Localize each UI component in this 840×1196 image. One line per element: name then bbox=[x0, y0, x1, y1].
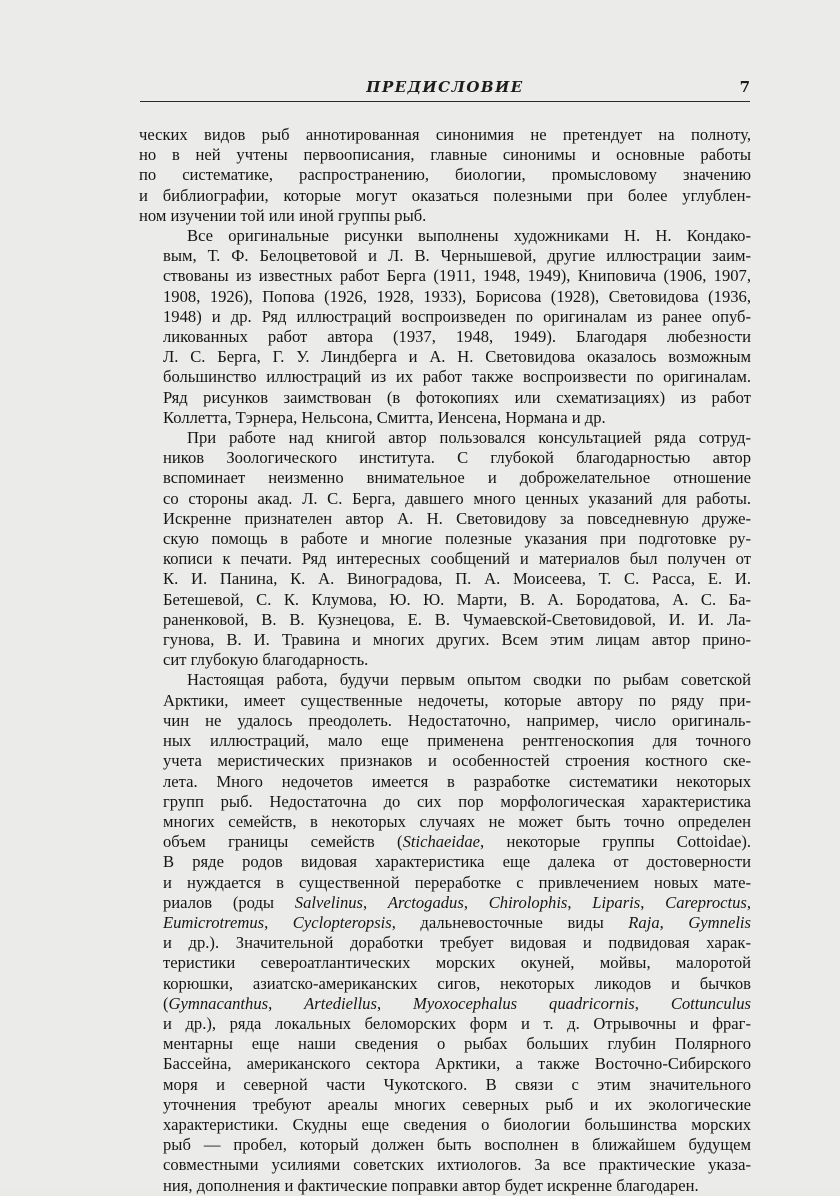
text-line: моря и северной части Чукотского. В связи с этим значительного bbox=[163, 1074, 751, 1094]
text-line: ников Зоологического института. С глубокой благодарностью автор bbox=[163, 448, 751, 468]
text-line: по систематике, распространению, биологии, промысловому значению bbox=[139, 165, 751, 185]
page-header bbox=[140, 72, 750, 98]
text-line: и др.), ряда локальных беломорских форм и т. д. Отрывочны и фраг- bbox=[163, 1013, 751, 1033]
text-line: и библиографии, которые могут оказаться полезными при более углублен- bbox=[139, 185, 751, 205]
text-line: совместными усилиями советских ихтиологов. За все практические указа- bbox=[163, 1155, 751, 1175]
text-line: сит глубокую благодарность. bbox=[163, 650, 369, 670]
text-line: и нуждается в существенной переработке с привлечением новых мате- bbox=[163, 872, 751, 892]
paragraph bbox=[139, 670, 751, 1195]
text-line: риалов (роды Salvelinus, Arctogadus, Chirolophis, Liparis, Careproctus, bbox=[163, 892, 751, 912]
text-line: Настоящая работа, будучи первым опытом сводки по рыбам советской bbox=[187, 670, 751, 690]
text-line: кописи к печати. Ряд интересных сообщений и материалов был получен от bbox=[163, 549, 751, 569]
text-line: Арктики, имеет существенные недочеты, которые автору по ряду при- bbox=[163, 690, 751, 710]
text-line: В ряде родов видовая характеристика еще далека от достоверности bbox=[163, 852, 751, 872]
running-title: ПРЕДИСЛОВИЕ bbox=[366, 78, 524, 96]
text-line: корюшки, азиатско-американских сигов, некоторых ликодов и бычков bbox=[163, 973, 751, 993]
text-line: Бассейна, американского сектора Арктики, а также Восточно-Сибирского bbox=[163, 1054, 751, 1074]
text-line: Бетешевой, С. К. Клумова, Ю. Ю. Марти, В. А. Бородатова, А. С. Ба- bbox=[163, 589, 751, 609]
text-line: Искренне признателен автор А. Н. Световидову за повседневную друже- bbox=[163, 508, 751, 528]
text-line: Все оригинальные рисунки выполнены художниками Н. Н. Кондако- bbox=[187, 226, 751, 246]
text-line: учета меристических признаков и особенностей строения костного ске- bbox=[163, 751, 751, 771]
text-line: ния, дополнения и фактические поправки автор будет искренне благодарен. bbox=[163, 1175, 699, 1195]
paragraph bbox=[139, 428, 751, 670]
text-line: ментарны еще наши сведения о рыбах больших глубин Полярного bbox=[163, 1034, 751, 1054]
text-line: рыб — пробел, который должен быть восполнен в ближайшем будущем bbox=[163, 1135, 751, 1155]
text-line: объем границы семейств (Stichaeidae, некоторые группы Cottoidae). bbox=[163, 832, 751, 852]
text-line: со стороны акад. Л. С. Берга, давшего много ценных указаний для работы. bbox=[163, 488, 751, 508]
text-line: ствованы из известных работ Берга (1911, 1948, 1949), Книповича (1906, 1907, bbox=[163, 266, 751, 286]
text-line: чин не удалось преодолеть. Недостаточно, например, число оригиналь- bbox=[163, 710, 751, 730]
text-line: Eumicrotremus, Cyclopteropsis, дальневосточные виды Raja, Gymnelis bbox=[163, 912, 751, 932]
text-line: уточнения требуют ареалы многих северных рыб и их экологические bbox=[163, 1094, 751, 1114]
text-line: лета. Много недочетов имеется в разработке систематики некоторых bbox=[163, 771, 751, 791]
text-line: ческих видов рыб аннотированная синонимия не претендует на полноту, bbox=[139, 125, 751, 144]
text-line: Коллетта, Тэрнера, Нельсона, Смитта, Иенсена, Нормана и др. bbox=[163, 407, 606, 427]
paragraph bbox=[139, 125, 751, 226]
text-line: характеристики. Скудны еще сведения о биологии большинства морских bbox=[163, 1114, 751, 1134]
text-line: но в ней учтены первоописания, главные синонимы и основные работы bbox=[139, 145, 751, 165]
text-line: Ряд рисунков заимствован (в фотокопиях или схематизациях) из работ bbox=[163, 387, 751, 407]
text-line: вспоминает неизменно внимательное и доброжелательное отношение bbox=[163, 468, 751, 488]
text-line: большинство иллюстраций из их работ также воспроизвести по оригиналам. bbox=[163, 367, 751, 387]
text-line: Л. С. Берга, Г. У. Линдберга и А. Н. Световидова оказалось возможным bbox=[163, 347, 751, 367]
text-line: скую помощь в работе и многие полезные указания при подготовке ру- bbox=[163, 529, 751, 549]
text-line: ных иллюстраций, мало еще применена рентгеноскопия для точного bbox=[163, 731, 751, 751]
text-line: ликованных работ автора (1937, 1948, 1949). Благодаря любезности bbox=[163, 327, 751, 347]
body-text bbox=[139, 125, 751, 1196]
text-line: К. И. Панина, К. А. Виноградова, П. А. Моисеева, Т. С. Расса, Е. И. bbox=[163, 569, 751, 589]
text-line: групп рыб. Недостаточна до сих пор морфологическая характеристика bbox=[163, 791, 751, 811]
text-line: раненковой, В. В. Кузнецова, Е. В. Чумаевской-Световидовой, И. И. Ла- bbox=[163, 609, 751, 629]
text-line: вым, Т. Ф. Белоцветовой и Л. В. Чернышевой, другие иллюстрации заим- bbox=[163, 246, 751, 266]
text-line: и др.). Значительной доработки требует видовая и подвидовая харак- bbox=[163, 933, 751, 953]
text-line: 1908, 1926), Попова (1926, 1928, 1933), Борисова (1928), Световидова (1936, bbox=[163, 286, 751, 306]
page-number: 7 bbox=[739, 78, 750, 96]
paragraph bbox=[139, 226, 751, 428]
text-line: теристики североатлантических морских окуней, мойвы, малоротой bbox=[163, 953, 751, 973]
text-line: гунова, В. И. Травина и многих других. Всем этим лицам автор прино- bbox=[163, 630, 751, 650]
text-line: (Gymnacanthus, Artediellus, Myoxocephalus quadricornis, Cottunculus bbox=[163, 993, 751, 1013]
text-line: многих семейств, в некоторых случаях не может быть точно определен bbox=[163, 811, 751, 831]
text-line: 1948) и др. Ряд иллюстраций воспроизведен по оригиналам из ранее опуб- bbox=[163, 306, 751, 326]
text-line: При работе над книгой автор пользовался консультацией ряда сотруд- bbox=[187, 428, 751, 448]
text-line: ном изучении той или иной группы рыб. bbox=[139, 205, 427, 225]
header-rule bbox=[140, 101, 750, 102]
